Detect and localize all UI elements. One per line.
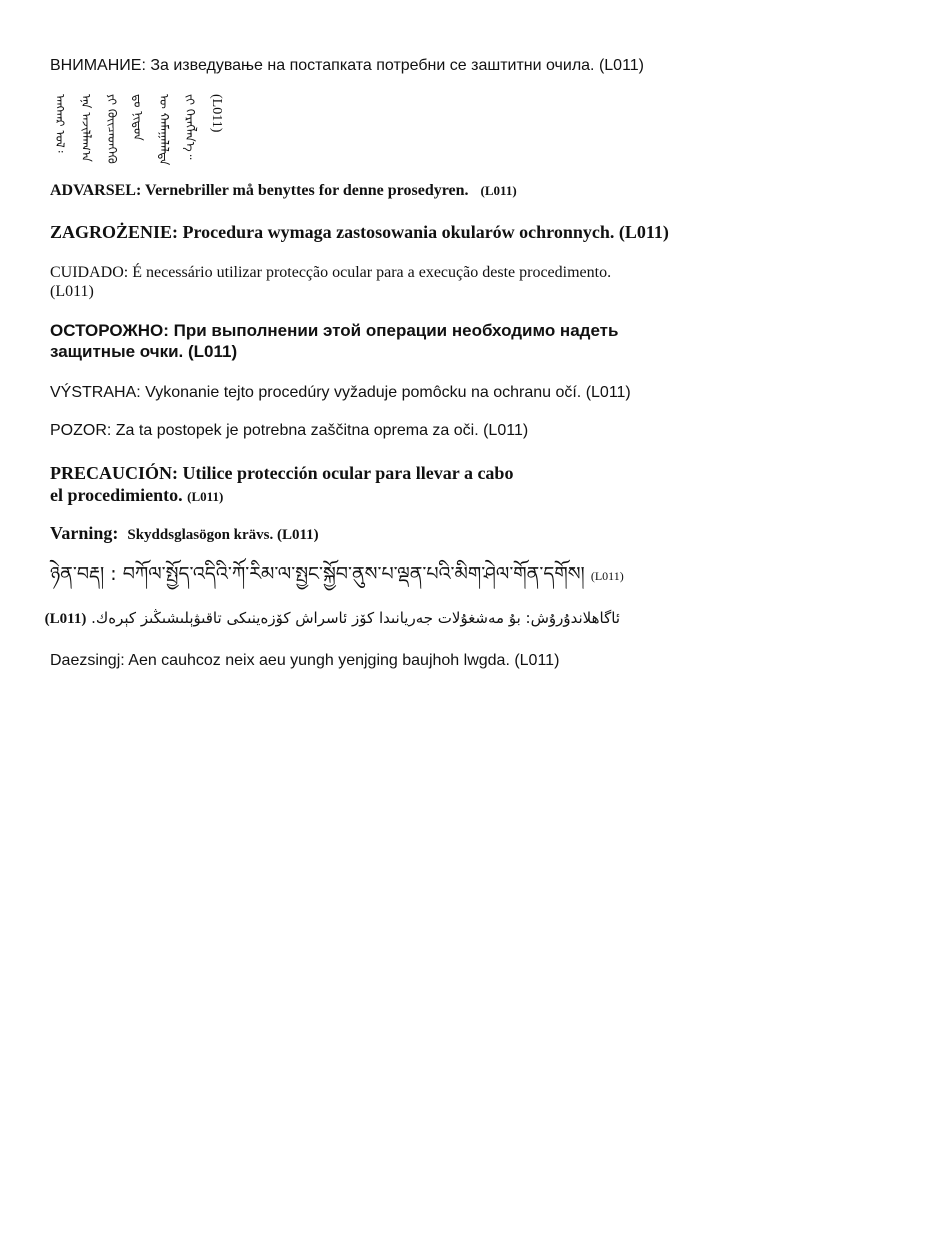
mongolian-column: ᠦ ᠬᠠᠮᠠᠭᠠᠯᠠᠯᠲᠠ: [157, 94, 171, 166]
mongolian-column: ᠵᠢ ᠬᠡᠷᠡᠭᠯᠡᠨ᠎ᠡ᠃: [183, 94, 197, 160]
mongolian-column: ᠳᠤ ᠨᠢᠳᠦᠨ: [131, 94, 145, 141]
mongolian-column: ᠠᠩᠬᠠᠷ ᠤᠯ᠄: [53, 94, 67, 153]
warning-uyghur: ئاگاھلاندۇرۇش: بۇ مەشغۇلات جەريانىدا كۆز ئاسراش كۆزەينىكى تاقىۋېلىشىڭىز كېرەك. (L011): [44, 609, 620, 627]
warning-swedish: Varning: Skyddsglasögon krävs. (L011): [50, 523, 319, 543]
mongolian-code: (L011): [209, 94, 224, 133]
warning-slovenian: POZOR: Za ta postopek je potrebna zaščitna oprema za oči. (L011): [50, 422, 529, 439]
warning-spanish: PRECAUCIÓN: Utilice protección ocular para llevar a cabo el procedimiento. (L011): [50, 463, 514, 505]
mongolian-column: ᠶᠢ ᠭᠦᠢᠴᠡᠳᠭᠡᠬᠦ: [105, 94, 119, 164]
warning-slovak: VÝSTRAHA: Vykonanie tejto procedúry vyžaduje pomôcku na ochranu očí. (L011): [50, 384, 631, 401]
warning-macedonian: ВНИМАНИЕ: За изведување на постапката потребни се заштитни очила. (L011): [50, 57, 645, 74]
warning-russian: ОСТОРОЖНО: При выполнении этой операции необходимо надеть защитные очки. (L011): [50, 321, 619, 361]
warning-mongolian: [50, 94, 226, 166]
warning-zhuang: Daezsingj: Aen cauhcoz neix aeu yungh yenjging baujhoh lwgda. (L011): [50, 652, 560, 669]
mongolian-column: ᠡᠨᠡ ᠠᠵᠢᠯᠯᠠᠭ᠎ᠠ: [79, 94, 93, 162]
warning-portuguese: CUIDADO: É necessário utilizar protecção ocular para a execução deste procedimento. (L011): [50, 264, 612, 300]
warning-norwegian: ADVARSEL: Vernebriller må benyttes for denne prosedyren. (L011): [50, 182, 517, 199]
warning-tibetan: ཉེན་བརྡ། : བཀོལ་སྤྱོད་འདིའི་ཀོ་རིམ་ལ་སྤྱང་སྐྱོབ་ནུས་པ་ལྡན་པའི་མིག་ཤེལ་གོན་དགོས། (L011): [50, 563, 624, 585]
warning-polish: ZAGROŻENIE: Procedura wymaga zastosowania okularów ochronnych. (L011): [50, 222, 669, 242]
